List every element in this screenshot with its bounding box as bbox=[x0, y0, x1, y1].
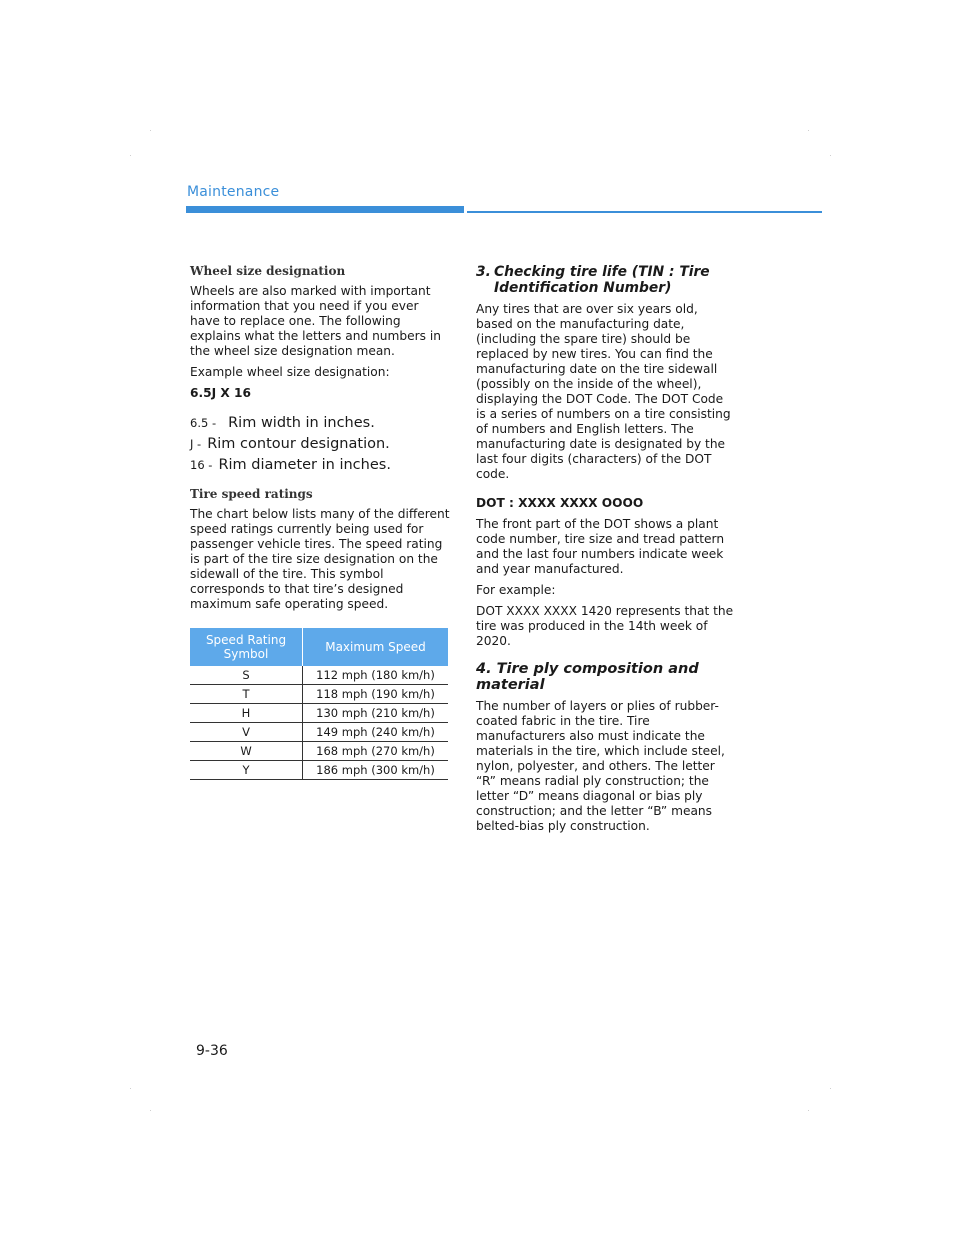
tire-life-paragraph: Any tires that are over six years old, based on the manufacturing date, (including the spare tire) should be replaced by new tires. You can find the manufacturing date on the tire sidewall (possibly on the inside of the wheel), displaying the DOT Code. The DOT Code is a series of numbers on a tire consisting of numbers and English letters. The manufacturing date is designated by the last four digits (characters) of the DOT code. bbox=[476, 302, 731, 481]
dot-paragraph: The front part of the DOT shows a plant code number, tire size and tread pattern and the last four numbers indicate week and year manufactured. bbox=[476, 517, 725, 576]
speed-ratings-paragraph: The chart below lists many of the different speed ratings currently being used for passenger vehicle tires. The speed rating is part of the tire size designation on the sidewall of the tire. This symbol corresponds to that tire’s designed maximum safe operating speed. bbox=[190, 507, 450, 611]
definition-value: Rim contour designation. bbox=[207, 436, 390, 452]
symbol-cell: V bbox=[190, 723, 303, 742]
definition-key: J - bbox=[190, 437, 202, 451]
table-header-speed: Maximum Speed bbox=[303, 628, 449, 666]
right-column bbox=[476, 264, 736, 840]
header-accent-bar bbox=[186, 206, 464, 213]
definition-row bbox=[190, 415, 450, 431]
crop-mark bbox=[150, 130, 151, 131]
crop-mark bbox=[808, 130, 809, 131]
table-row bbox=[190, 685, 448, 704]
speed-cell: 168 mph (270 km/h) bbox=[303, 742, 449, 761]
crop-mark bbox=[830, 1088, 831, 1089]
speed-cell: 118 mph (190 km/h) bbox=[303, 685, 449, 704]
definition-row bbox=[190, 436, 450, 452]
wheel-size-paragraph: Wheels are also marked with important information that you need if you ever have to replace one. The following explains what the letters and numbers in the wheel size designation mean. bbox=[190, 284, 441, 358]
example-value: 6.5J X 16 bbox=[190, 386, 251, 400]
symbol-cell: W bbox=[190, 742, 303, 761]
symbol-cell: T bbox=[190, 685, 303, 704]
crop-mark bbox=[130, 155, 131, 156]
dot-code: DOT : XXXX XXXX OOOO bbox=[476, 496, 644, 510]
symbol-cell: Y bbox=[190, 761, 303, 780]
symbol-cell: H bbox=[190, 704, 303, 723]
speed-cell: 112 mph (180 km/h) bbox=[303, 666, 449, 685]
example-paragraph: DOT XXXX XXXX 1420 represents that the tire was produced in the 14th week of 2020. bbox=[476, 604, 734, 648]
table-row bbox=[190, 723, 448, 742]
speed-cell: 149 mph (240 km/h) bbox=[303, 723, 449, 742]
crop-mark bbox=[830, 155, 831, 156]
table-row bbox=[190, 704, 448, 723]
definition-row bbox=[190, 457, 450, 473]
example-label: Example wheel size designation: bbox=[190, 365, 390, 379]
definition-key: 16 - bbox=[190, 458, 213, 472]
speed-ratings-heading: Tire speed ratings bbox=[190, 487, 313, 501]
speed-cell: 186 mph (300 km/h) bbox=[303, 761, 449, 780]
speed-cell: 130 mph (210 km/h) bbox=[303, 704, 449, 723]
section-3-title-line2: Identification Number) bbox=[494, 280, 672, 296]
section-4-heading: 4. Tire ply composition and material bbox=[476, 661, 699, 693]
crop-mark bbox=[150, 1110, 151, 1111]
table-row bbox=[190, 742, 448, 761]
table-row bbox=[190, 666, 448, 685]
ply-paragraph: The number of layers or plies of rubber-coated fabric in the tire. Tire manufacturers also must indicate the materials in the tire, which include steel, nylon, polyester, and others. The letter “R” means radial ply construction; the letter “D” means diagonal or bias ply construction; and the letter “B” means belted-bias ply construction. bbox=[476, 699, 725, 833]
table-header-symbol: Speed Rating Symbol bbox=[190, 628, 303, 666]
speed-rating-table bbox=[190, 628, 448, 780]
definition-value: Rim diameter in inches. bbox=[218, 457, 391, 473]
section-3-number: 3. bbox=[476, 264, 491, 280]
section-3-heading bbox=[476, 264, 736, 296]
section-3-title-line1: Checking tire life (TIN : Tire bbox=[494, 264, 710, 280]
crop-mark bbox=[808, 1110, 809, 1111]
definition-value: Rim width in inches. bbox=[228, 415, 375, 431]
definition-key: 6.5 - bbox=[190, 416, 217, 430]
table-row bbox=[190, 761, 448, 780]
symbol-cell: S bbox=[190, 666, 303, 685]
page-number: 9-36 bbox=[196, 1043, 228, 1059]
crop-mark bbox=[130, 1088, 131, 1089]
left-column bbox=[190, 264, 450, 780]
wheel-size-heading: Wheel size designation bbox=[190, 264, 346, 278]
for-example-label: For example: bbox=[476, 583, 556, 597]
header-rule bbox=[467, 211, 822, 213]
section-title: Maintenance bbox=[187, 184, 280, 200]
